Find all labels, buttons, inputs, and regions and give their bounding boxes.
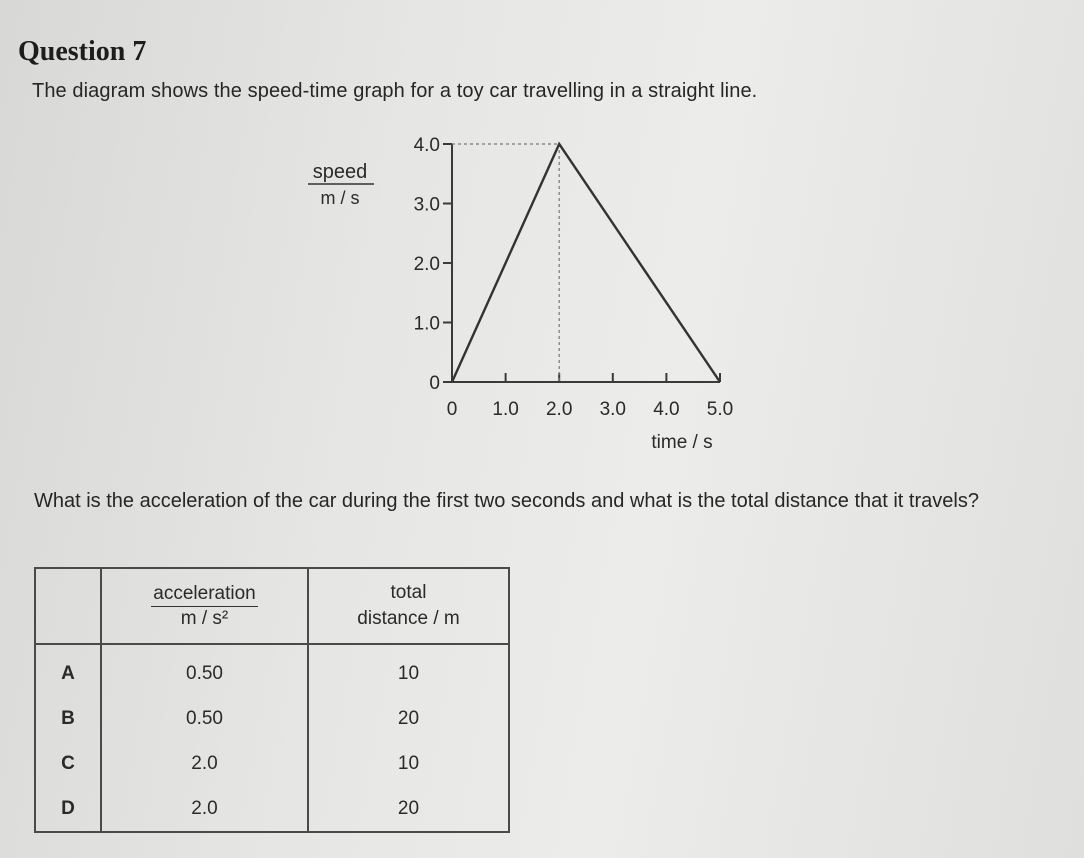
speed-time-graph <box>300 120 760 460</box>
option-letter[interactable]: B <box>61 707 75 729</box>
question-intro: The diagram shows the speed-time graph for a toy car travelling in a straight line. <box>32 80 758 102</box>
header-distance <box>308 568 509 644</box>
y-tick-label: 1.0 <box>413 313 440 335</box>
x-tick-label: 0 <box>446 399 458 420</box>
option-distance: 10 <box>308 741 509 786</box>
option-acceleration: 2.0 <box>101 786 308 832</box>
question-title: Question 7 <box>18 36 147 67</box>
distance-label-line1: total <box>390 582 427 603</box>
table-header-row <box>35 568 509 644</box>
y-tick-label: 4.0 <box>413 135 440 156</box>
option-acceleration: 0.50 <box>101 696 308 741</box>
x-axis-label: time / s <box>651 432 713 453</box>
table-row[interactable] <box>35 696 509 741</box>
distance-label-line2: distance / m <box>357 608 460 629</box>
y-tick-label: 0 <box>429 373 440 394</box>
x-tick-label: 4.0 <box>653 399 680 420</box>
acceleration-label: acceleration <box>151 583 257 607</box>
header-acceleration <box>101 568 308 644</box>
question-prompt: What is the acceleration of the car during the first two seconds and what is the total distance that it travels? <box>34 490 979 512</box>
option-acceleration: 2.0 <box>101 741 308 786</box>
speed-series-line <box>452 144 720 382</box>
option-distance: 10 <box>308 644 509 696</box>
option-letter[interactable]: D <box>61 797 75 819</box>
table-row[interactable] <box>35 786 509 832</box>
option-letter[interactable]: C <box>61 752 75 774</box>
header-blank-cell <box>35 568 101 644</box>
x-tick-label: 2.0 <box>545 399 573 420</box>
option-distance: 20 <box>308 696 509 741</box>
x-tick-label: 5.0 <box>706 399 734 420</box>
option-acceleration: 0.50 <box>101 644 308 696</box>
x-tick-label: 3.0 <box>599 399 627 420</box>
table-row[interactable] <box>35 644 509 696</box>
option-distance: 20 <box>308 786 509 832</box>
answer-options-table <box>34 567 510 833</box>
x-tick-label: 1.0 <box>492 399 519 420</box>
table-row[interactable] <box>35 741 509 786</box>
option-letter[interactable]: A <box>61 662 75 684</box>
y-tick-label: 2.0 <box>413 254 440 275</box>
y-axis-label-top: speed <box>312 161 368 183</box>
y-axis-label-bottom: m / s <box>320 188 360 208</box>
acceleration-unit: m / s² <box>180 607 229 629</box>
y-tick-label: 3.0 <box>413 194 440 216</box>
